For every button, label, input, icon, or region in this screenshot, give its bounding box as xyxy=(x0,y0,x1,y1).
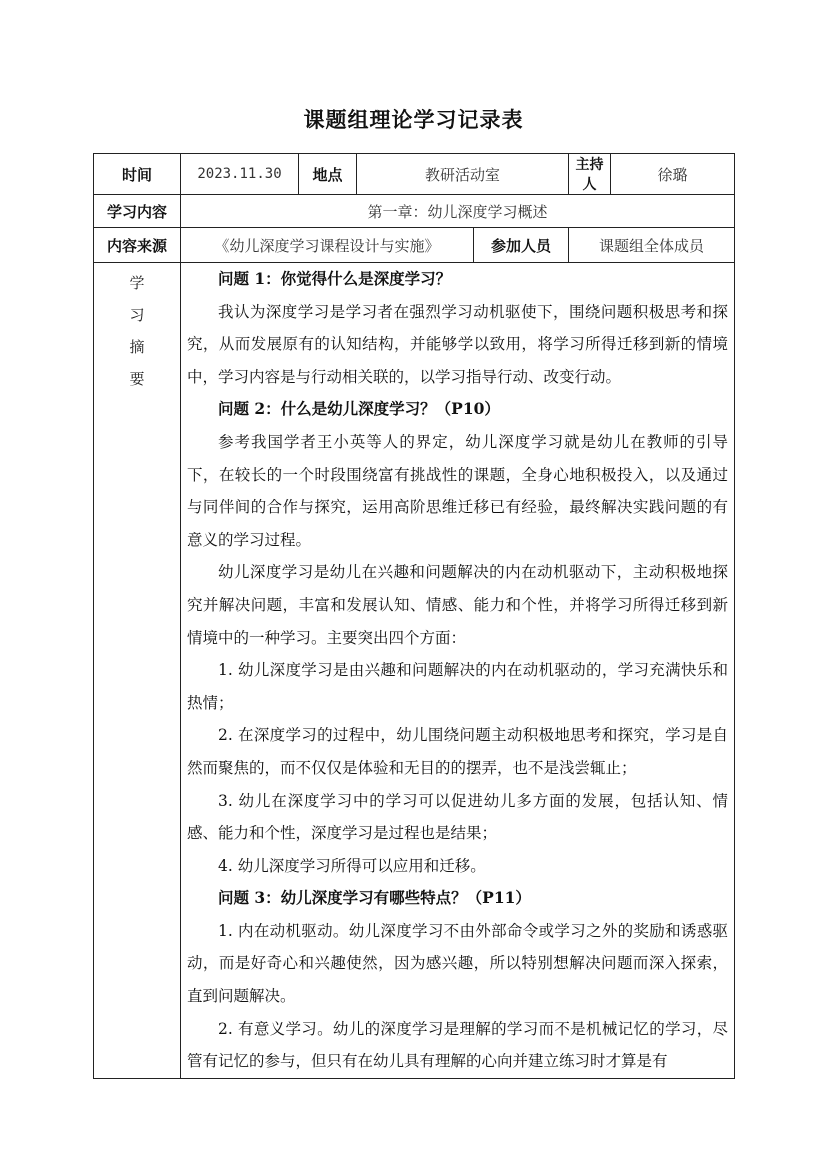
summary-label-char: 习 xyxy=(129,306,145,324)
summary-paragraph: 3. 幼儿在深度学习中的学习可以促进幼儿多方面的发展，包括认知、情感、能力和个性，深度学习是过程也是结果； xyxy=(187,791,729,843)
question-heading: 问题 3：幼儿深度学习有哪些特点？（P11） xyxy=(218,888,531,908)
place-label: 地点 xyxy=(299,154,357,195)
participants-label: 参加人员 xyxy=(474,228,569,263)
record-table xyxy=(93,153,735,1079)
question-heading: 问题 1：你觉得什么是深度学习？ xyxy=(218,269,452,288)
summary-paragraph: 4. 幼儿深度学习所得可以应用和迁移。 xyxy=(218,856,486,875)
summary-paragraph: 幼儿深度学习是幼儿在兴趣和问题解决的内在动机驱动下，主动积极地探究并解决问题，丰富和发展认知、情感、能力和个性，并将学习所得迁移到新情境中的一种学习。主要突出四个方面： xyxy=(187,563,729,647)
summary-content xyxy=(181,263,735,1079)
summary-label xyxy=(94,263,181,1079)
summary-paragraph: 2. 在深度学习的过程中，幼儿围绕问题主动积极地思考和探究，学习是自然而聚焦的，而不仅仅是体验和无目的的摆弄，也不是浅尝辄止； xyxy=(187,726,729,777)
summary-paragraph: 1. 内在动机驱动。幼儿深度学习不由外部命令或学习之外的奖励和诱惑驱动，而是好奇心和兴趣使然，因为感兴趣，所以特别想解决问题而深入探索，直到问题解决。 xyxy=(187,921,729,1006)
content-value: 第一章：幼儿深度学习概述 xyxy=(181,195,735,228)
page-title: 课题组理论学习记录表 xyxy=(303,108,524,132)
content-label: 学习内容 xyxy=(94,195,181,228)
summary-label-char: 要 xyxy=(129,370,145,388)
participants-value: 课题组全体成员 xyxy=(569,228,735,263)
source-value: 《幼儿深度学习课程设计与实施》 xyxy=(181,228,474,263)
summary-paragraph: 我认为深度学习是学习者在强烈学习动机驱使下，围绕问题积极思考和探究，从而发展原有的认知结构，并能够学以致用，将学习所得迁移到新的情境中，学习内容是与行动相关联的，以学习指导行动、改变行动。 xyxy=(187,302,729,386)
summary-label-char: 学 xyxy=(129,274,145,292)
summary-label-char: 摘 xyxy=(129,338,145,356)
source-label: 内容来源 xyxy=(94,228,181,263)
host-label: 主持人 xyxy=(569,154,611,195)
summary-paragraph: 2. 有意义学习。幼儿的深度学习是理解的学习而不是机械记忆的学习，尽管有记忆的参与，但只有在幼儿具有理解的心向并建立练习时才算是有 xyxy=(187,1019,729,1071)
host-value: 徐璐 xyxy=(611,154,735,195)
summary-paragraph: 1. 幼儿深度学习是由兴趣和问题解决的内在动机驱动的，学习充满快乐和热情； xyxy=(187,661,729,712)
question-heading: 问题 2：什么是幼儿深度学习？（P10） xyxy=(218,399,500,419)
time-label: 时间 xyxy=(94,154,181,195)
time-value: 2023.11.30 xyxy=(181,154,299,195)
row-source-participants xyxy=(94,228,735,263)
row-content xyxy=(94,195,735,228)
row-summary xyxy=(94,263,735,1079)
place-value: 教研活动室 xyxy=(357,154,569,195)
row-time-place-host xyxy=(94,154,735,195)
summary-paragraph: 参考我国学者王小英等人的界定，幼儿深度学习就是幼儿在教师的引导下，在较长的一个时段围绕富有挑战性的课题，全身心地积极投入，以及通过与同伴间的合作与探究，运用高阶思维迁移已有经验，最终解决实践问题的有意义的学习过程。 xyxy=(187,432,729,549)
